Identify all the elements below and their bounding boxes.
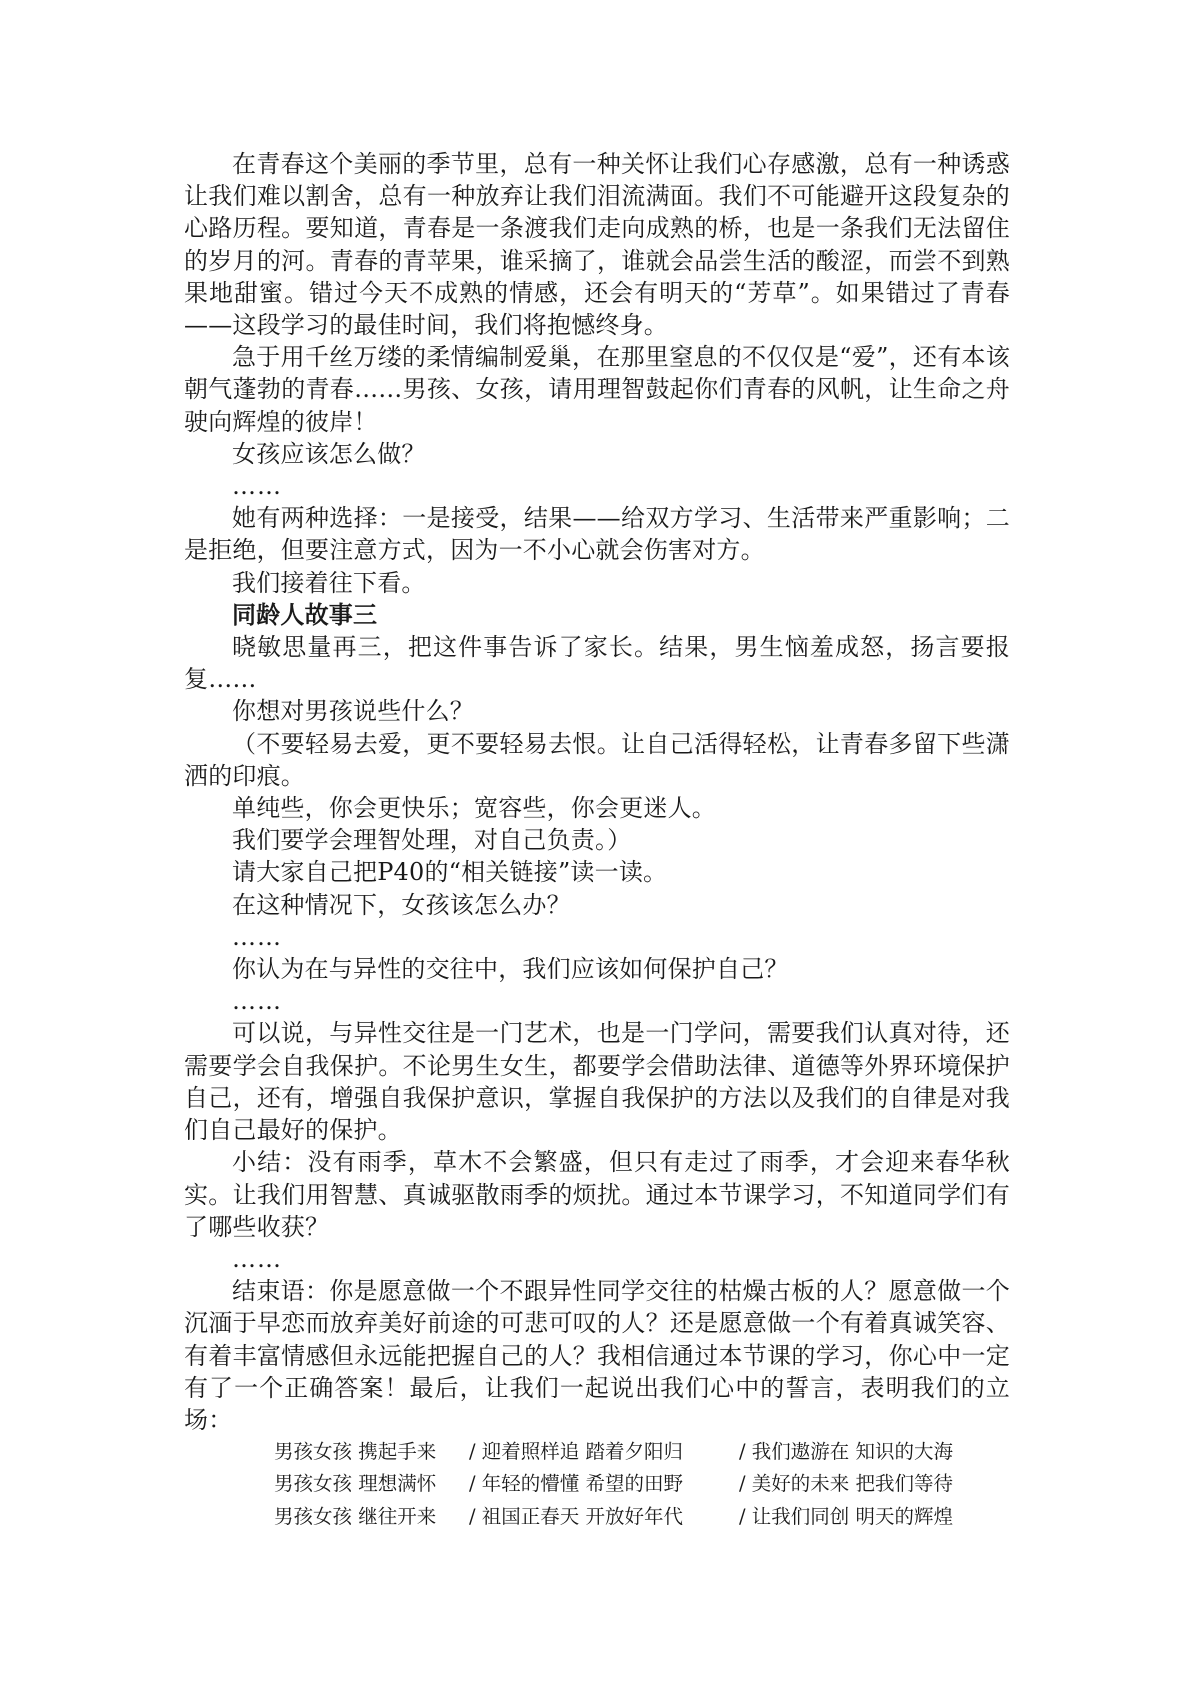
verse-part: / 年轻的懵懂 希望的田野 (469, 1472, 683, 1496)
verse-line (184, 1468, 1010, 1500)
verse-part: 男孩女孩 继往开来 (274, 1504, 437, 1528)
verse-part: / 让我们同创 明天的辉煌 (739, 1504, 953, 1528)
section-heading-story-three: 同龄人故事三 (232, 600, 378, 629)
verse-part: 男孩女孩 理想满怀 (274, 1472, 437, 1496)
paragraph-conclusion: 结束语：你是愿意做一个不跟异性同学交往的枯燥古板的人？愿意做一个沉湎于早恋而放弃美好前途的可悲可叹的人？还是愿意做一个有着真诚笑容、有着丰富情感但永远能把握自己的人？我相信通过本节课的学习，你心中一定有了一个正确答案！最后，让我们一起说出我们心中的誓言，表明我们的立场： (184, 1277, 1010, 1434)
paragraph-read-link: 请大家自己把P40的“相关链接”读一读。 (232, 858, 668, 887)
document-page (184, 148, 1010, 1533)
paragraph-advice-1: （不要轻易去爱，更不要轻易去恨。让自己活得轻松，让青春多留下些潇洒的印痕。 (184, 729, 1010, 790)
paragraph-intro: 在青春这个美丽的季节里，总有一种关怀让我们心存感激，总有一种诱惑让我们难以割舍，总有一种放弃让我们泪流满面。我们不可能避开这段复杂的心路历程。要知道，青春是一条渡我们走向成熟的桥，也是一条我们无法留住的岁月的河。青春的青苹果，谁采摘了，谁就会品尝生活的酸涩，而尝不到熟果地甜蜜。错过今天不成熟的情感，还会有明天的“芳草”。如果错过了青春——这段学习的最佳时间，我们将抱憾终身。 (184, 150, 1010, 340)
oath-verses (184, 1436, 1010, 1533)
question-protect-self: 你认为在与异性的交往中，我们应该如何保护自己？ (232, 955, 789, 984)
verse-part: 男孩女孩 携起手来 (274, 1440, 437, 1464)
question-what-should-girl-do: 在这种情况下，女孩该怎么办？ (232, 890, 571, 919)
paragraph-two-choices: 她有两种选择：一是接受，结果——给双方学习、生活带来严重影响；二是拒绝，但要注意方式，因为一不小心就会伤害对方。 (184, 504, 1010, 565)
verse-line (184, 1436, 1010, 1468)
question-to-boy: 你想对男孩说些什么？ (232, 697, 474, 726)
verse-part: / 我们遨游在 知识的大海 (739, 1440, 953, 1464)
paragraph-story-three: 晓敏思量再三，把这件事告诉了家长。结果，男生恼羞成怒，扬言要报复…… (184, 633, 1010, 694)
paragraph-continue: 我们接着往下看。 (232, 568, 426, 597)
paragraph-advice-2: 单纯些，你会更快乐；宽容些，你会更迷人。 (232, 794, 716, 823)
ellipsis: …… (232, 987, 282, 1016)
ellipsis: …… (232, 922, 282, 951)
verse-part: / 祖国正春天 开放好年代 (469, 1504, 683, 1528)
ellipsis: …… (232, 1244, 282, 1273)
paragraph-summary: 小结：没有雨季，草木不会繁盛，但只有走过了雨季，才会迎来春华秋实。让我们用智慧、真诚驱散雨季的烦扰。通过本节课学习，不知道同学们有了哪些收获？ (184, 1148, 1010, 1241)
question-girl-what-to-do: 女孩应该怎么做？ (232, 439, 426, 468)
verse-part: / 迎着照样追 踏着夕阳归 (469, 1440, 683, 1464)
paragraph-advice-3: 我们要学会理智处理，对自己负责。） (232, 826, 632, 855)
verse-part: / 美好的未来 把我们等待 (739, 1472, 953, 1496)
ellipsis: …… (232, 472, 282, 501)
verse-line (184, 1501, 1010, 1533)
paragraph-self-protection: 可以说，与异性交往是一门艺术，也是一门学问，需要我们认真对待，还需要学会自我保护。不论男生女生，都要学会借助法律、道德等外界环境保护自己，还有，增强自我保护意识，掌握自我保护的方法以及我们的自律是对我们自己最好的保护。 (184, 1019, 1010, 1145)
paragraph-love-nest: 急于用千丝万缕的柔情编制爱巢，在那里窒息的不仅仅是“爱”，还有本该朝气蓬勃的青春……男孩、女孩，请用理智鼓起你们青春的风帆，让生命之舟驶向辉煌的彼岸！ (184, 343, 1010, 436)
